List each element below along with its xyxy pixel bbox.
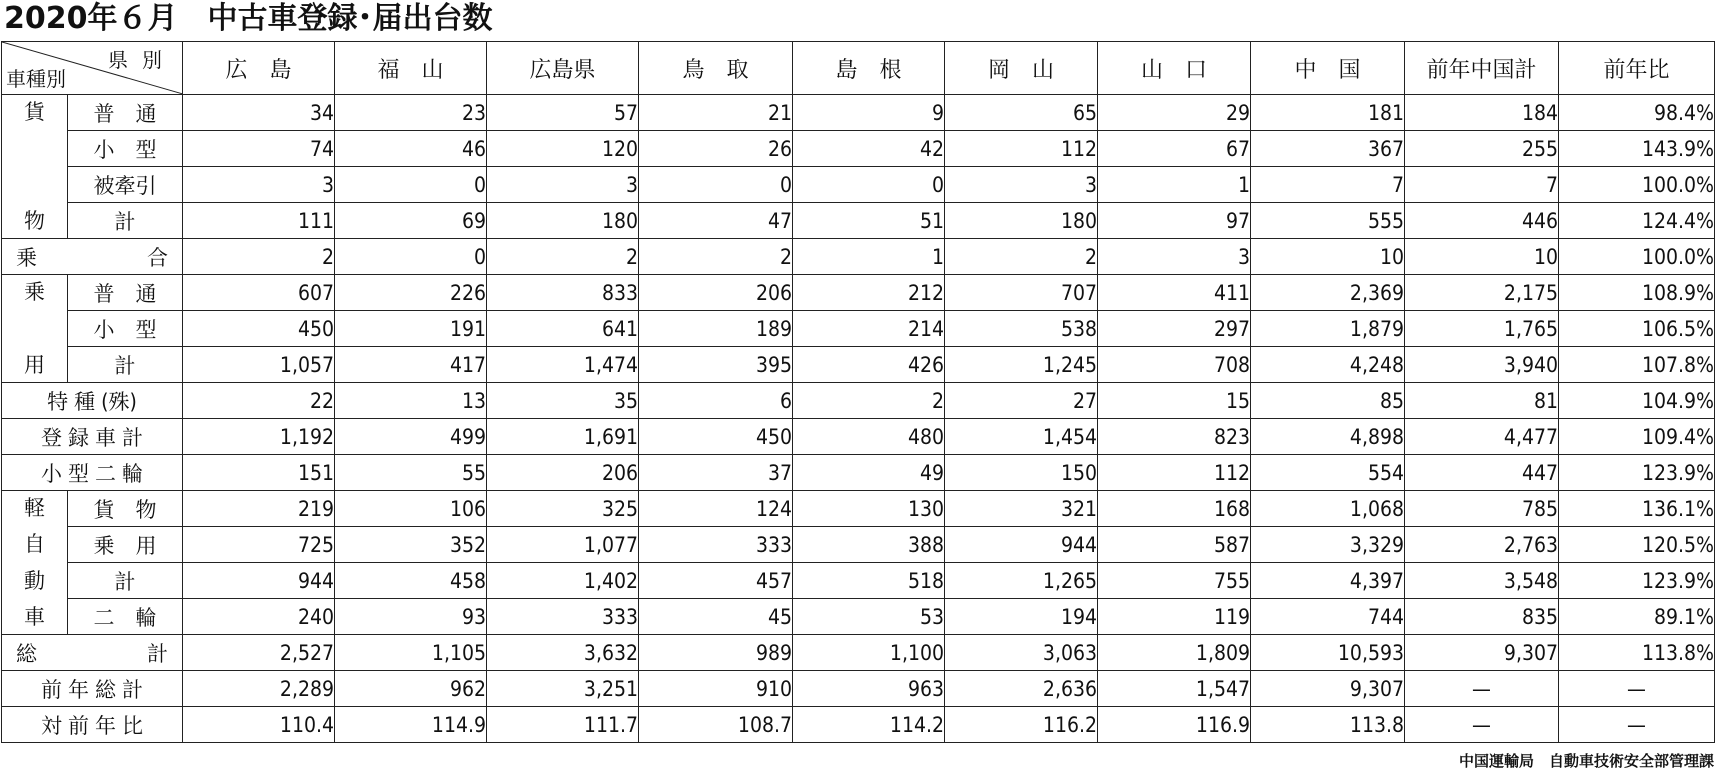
table-cell: 785 xyxy=(1405,491,1559,527)
row-label: 二 輪 xyxy=(68,599,183,635)
table-cell: 100.0% xyxy=(1559,167,1715,203)
table-cell: 2,763 xyxy=(1405,527,1559,563)
table-cell: 29 xyxy=(1098,95,1251,131)
table-cell: 110.4 xyxy=(183,707,335,743)
table-cell: 450 xyxy=(183,311,335,347)
table-cell: 106.5% xyxy=(1559,311,1715,347)
table-cell: 136.1% xyxy=(1559,491,1715,527)
table-cell: 26 xyxy=(639,131,793,167)
table-cell: 112 xyxy=(1098,455,1251,491)
row-label: 貨 物 xyxy=(68,491,183,527)
table-cell: 123.9% xyxy=(1559,455,1715,491)
table-cell: 143.9% xyxy=(1559,131,1715,167)
table-cell: 457 xyxy=(639,563,793,599)
table-cell: 3,329 xyxy=(1251,527,1405,563)
table-cell: 27 xyxy=(945,383,1098,419)
table-cell: 1,265 xyxy=(945,563,1098,599)
table-cell: 910 xyxy=(639,671,793,707)
table-cell: 124 xyxy=(639,491,793,527)
table-cell: 426 xyxy=(793,347,945,383)
table-cell: 120.5% xyxy=(1559,527,1715,563)
table-cell: 113.8 xyxy=(1251,707,1405,743)
table-cell: 111.7 xyxy=(487,707,639,743)
prefecture-axis-label: 県別 xyxy=(108,48,176,72)
table-row xyxy=(2,671,1715,707)
table-cell: 206 xyxy=(487,455,639,491)
table-cell: 93 xyxy=(335,599,487,635)
col-header: 山 口 xyxy=(1098,42,1251,95)
table-cell: 191 xyxy=(335,311,487,347)
row-label: 計 xyxy=(68,203,183,239)
table-cell: 446 xyxy=(1405,203,1559,239)
table-cell: 108.9% xyxy=(1559,275,1715,311)
table-row xyxy=(2,311,1715,347)
table-cell: 333 xyxy=(487,599,639,635)
table-cell: 1,100 xyxy=(793,635,945,671)
table-row xyxy=(2,95,1715,131)
header-row xyxy=(2,42,1715,95)
table-cell: 180 xyxy=(945,203,1098,239)
table-cell: 13 xyxy=(335,383,487,419)
table-cell: 1 xyxy=(793,239,945,275)
table-cell: 226 xyxy=(335,275,487,311)
table-cell: 554 xyxy=(1251,455,1405,491)
table-cell: 641 xyxy=(487,311,639,347)
row-label: 総 計 xyxy=(2,635,183,671)
table-cell: 97 xyxy=(1098,203,1251,239)
table-cell: 3,063 xyxy=(945,635,1098,671)
table-cell: — xyxy=(1405,707,1559,743)
table-cell: 3 xyxy=(487,167,639,203)
table-cell: 219 xyxy=(183,491,335,527)
group-label-passenger: 乗 用 xyxy=(2,275,68,383)
table-cell: 499 xyxy=(335,419,487,455)
table-cell: 2,636 xyxy=(945,671,1098,707)
table-cell: 2 xyxy=(183,239,335,275)
table-cell: 3 xyxy=(1098,239,1251,275)
table-cell: 3 xyxy=(183,167,335,203)
col-header: 広島県 xyxy=(487,42,639,95)
table-cell: 607 xyxy=(183,275,335,311)
table-row xyxy=(2,563,1715,599)
table-row xyxy=(2,527,1715,563)
table-cell: 944 xyxy=(945,527,1098,563)
table-row xyxy=(2,167,1715,203)
table-cell: 333 xyxy=(639,527,793,563)
row-label: 計 xyxy=(68,563,183,599)
row-label: 小 型 xyxy=(68,131,183,167)
table-row xyxy=(2,239,1715,275)
table-cell: 744 xyxy=(1251,599,1405,635)
table-cell: 104.9% xyxy=(1559,383,1715,419)
table-cell: 833 xyxy=(487,275,639,311)
table-cell: 1,245 xyxy=(945,347,1098,383)
col-header: 福 山 xyxy=(335,42,487,95)
table-cell: 6 xyxy=(639,383,793,419)
table-cell: 1,402 xyxy=(487,563,639,599)
table-cell: 480 xyxy=(793,419,945,455)
table-cell: 1,879 xyxy=(1251,311,1405,347)
table-cell: 707 xyxy=(945,275,1098,311)
table-cell: 447 xyxy=(1405,455,1559,491)
table-cell: 989 xyxy=(639,635,793,671)
table-cell: 321 xyxy=(945,491,1098,527)
table-cell: 1,105 xyxy=(335,635,487,671)
table-cell: 4,248 xyxy=(1251,347,1405,383)
table-cell: 109.4% xyxy=(1559,419,1715,455)
row-label: 乗 合 xyxy=(2,239,183,275)
table-cell: 9,307 xyxy=(1251,671,1405,707)
table-cell: 21 xyxy=(639,95,793,131)
table-cell: 15 xyxy=(1098,383,1251,419)
table-cell: 53 xyxy=(793,599,945,635)
table-cell: 51 xyxy=(793,203,945,239)
table-cell: 74 xyxy=(183,131,335,167)
table-cell: 1,192 xyxy=(183,419,335,455)
table-cell: 2,175 xyxy=(1405,275,1559,311)
col-header: 中 国 xyxy=(1251,42,1405,95)
table-cell: 89.1% xyxy=(1559,599,1715,635)
table-cell: 3,940 xyxy=(1405,347,1559,383)
table-cell: 417 xyxy=(335,347,487,383)
table-cell: 108.7 xyxy=(639,707,793,743)
table-cell: 212 xyxy=(793,275,945,311)
table-cell: 1 xyxy=(1098,167,1251,203)
table-cell: 9 xyxy=(793,95,945,131)
table-cell: 0 xyxy=(793,167,945,203)
table-cell: 151 xyxy=(183,455,335,491)
table-cell: 755 xyxy=(1098,563,1251,599)
table-cell: 180 xyxy=(487,203,639,239)
vehicle-type-axis-label: 車種別 xyxy=(6,67,66,91)
table-cell: 1,057 xyxy=(183,347,335,383)
table-cell: 3,548 xyxy=(1405,563,1559,599)
table-cell: 194 xyxy=(945,599,1098,635)
table-cell: — xyxy=(1559,671,1715,707)
table-cell: 106 xyxy=(335,491,487,527)
table-row xyxy=(2,275,1715,311)
table-row xyxy=(2,599,1715,635)
source-credit: 中国運輸局 自動車技術安全部管理課 xyxy=(1458,752,1714,770)
table-cell: 1,077 xyxy=(487,527,639,563)
table-cell: 111 xyxy=(183,203,335,239)
table-cell: 3,251 xyxy=(487,671,639,707)
table-cell: 240 xyxy=(183,599,335,635)
table-cell: 963 xyxy=(793,671,945,707)
row-label: 普 通 xyxy=(68,275,183,311)
table-cell: 0 xyxy=(335,167,487,203)
table-cell: 49 xyxy=(793,455,945,491)
table-cell: 1,691 xyxy=(487,419,639,455)
table-cell: 538 xyxy=(945,311,1098,347)
table-cell: 411 xyxy=(1098,275,1251,311)
table-cell: 0 xyxy=(639,167,793,203)
table-cell: 181 xyxy=(1251,95,1405,131)
table-cell: 7 xyxy=(1251,167,1405,203)
table-row xyxy=(2,383,1715,419)
col-header: 前年比 xyxy=(1559,42,1715,95)
table-cell: 4,898 xyxy=(1251,419,1405,455)
table-cell: 255 xyxy=(1405,131,1559,167)
table-cell: 98.4% xyxy=(1559,95,1715,131)
row-label: 計 xyxy=(68,347,183,383)
table-cell: 10,593 xyxy=(1251,635,1405,671)
table-cell: 708 xyxy=(1098,347,1251,383)
table-cell: 518 xyxy=(793,563,945,599)
table-cell: 367 xyxy=(1251,131,1405,167)
table-cell: 1,547 xyxy=(1098,671,1251,707)
group-label-kei: 軽 自 動 車 xyxy=(2,491,68,635)
col-header: 鳥 取 xyxy=(639,42,793,95)
table-cell: 65 xyxy=(945,95,1098,131)
table-cell: 116.9 xyxy=(1098,707,1251,743)
table-cell: 119 xyxy=(1098,599,1251,635)
table-row xyxy=(2,455,1715,491)
table-row xyxy=(2,419,1715,455)
table-cell: 189 xyxy=(639,311,793,347)
table-cell: — xyxy=(1559,707,1715,743)
table-cell: — xyxy=(1405,671,1559,707)
table-cell: 150 xyxy=(945,455,1098,491)
table-cell: 2,369 xyxy=(1251,275,1405,311)
table-cell: 45 xyxy=(639,599,793,635)
row-label: 対 前 年 比 xyxy=(2,707,183,743)
table-cell: 85 xyxy=(1251,383,1405,419)
table-cell: 55 xyxy=(335,455,487,491)
table-cell: 124.4% xyxy=(1559,203,1715,239)
table-cell: 944 xyxy=(183,563,335,599)
table-cell: 23 xyxy=(335,95,487,131)
table-cell: 120 xyxy=(487,131,639,167)
group-label-freight: 貨 物 xyxy=(2,95,68,239)
table-cell: 22 xyxy=(183,383,335,419)
table-cell: 352 xyxy=(335,527,487,563)
row-label: 被牽引 xyxy=(68,167,183,203)
table-cell: 4,477 xyxy=(1405,419,1559,455)
table-cell: 7 xyxy=(1405,167,1559,203)
table-cell: 42 xyxy=(793,131,945,167)
table-cell: 47 xyxy=(639,203,793,239)
row-label: 小 型 xyxy=(68,311,183,347)
table-row xyxy=(2,203,1715,239)
table-cell: 395 xyxy=(639,347,793,383)
col-header: 島 根 xyxy=(793,42,945,95)
table-cell: 823 xyxy=(1098,419,1251,455)
table-cell: 35 xyxy=(487,383,639,419)
table-row xyxy=(2,635,1715,671)
page-title: 2020年６月 中古車登録･届出台数 xyxy=(4,1,493,36)
table-cell: 962 xyxy=(335,671,487,707)
table-cell: 1,068 xyxy=(1251,491,1405,527)
table-cell: 114.2 xyxy=(793,707,945,743)
row-label: 前 年 総 計 xyxy=(2,671,183,707)
table-cell: 116.2 xyxy=(945,707,1098,743)
table-cell: 67 xyxy=(1098,131,1251,167)
table-cell: 2 xyxy=(487,239,639,275)
row-label: 普 通 xyxy=(68,95,183,131)
table-cell: 388 xyxy=(793,527,945,563)
table-cell: 2,527 xyxy=(183,635,335,671)
table-cell: 34 xyxy=(183,95,335,131)
row-label: 特 種 (殊) xyxy=(2,383,183,419)
table-cell: 1,765 xyxy=(1405,311,1559,347)
table-row xyxy=(2,347,1715,383)
table-cell: 69 xyxy=(335,203,487,239)
table-cell: 587 xyxy=(1098,527,1251,563)
table-cell: 57 xyxy=(487,95,639,131)
table-cell: 1,454 xyxy=(945,419,1098,455)
table-cell: 3 xyxy=(945,167,1098,203)
table-cell: 206 xyxy=(639,275,793,311)
col-header: 広 島 xyxy=(183,42,335,95)
table-cell: 214 xyxy=(793,311,945,347)
table-cell: 114.9 xyxy=(335,707,487,743)
table-cell: 2 xyxy=(945,239,1098,275)
table-row xyxy=(2,131,1715,167)
table-cell: 4,397 xyxy=(1251,563,1405,599)
table-cell: 450 xyxy=(639,419,793,455)
table-cell: 37 xyxy=(639,455,793,491)
table-row xyxy=(2,707,1715,743)
table-cell: 113.8% xyxy=(1559,635,1715,671)
table-cell: 0 xyxy=(335,239,487,275)
corner-header xyxy=(2,42,183,95)
table-cell: 112 xyxy=(945,131,1098,167)
row-label: 登 録 車 計 xyxy=(2,419,183,455)
table-cell: 10 xyxy=(1251,239,1405,275)
registration-table xyxy=(1,41,1715,743)
row-label: 乗 用 xyxy=(68,527,183,563)
table-cell: 2,289 xyxy=(183,671,335,707)
table-row xyxy=(2,491,1715,527)
table-cell: 184 xyxy=(1405,95,1559,131)
table-cell: 2 xyxy=(793,383,945,419)
table-cell: 100.0% xyxy=(1559,239,1715,275)
table-cell: 9,307 xyxy=(1405,635,1559,671)
table-cell: 3,632 xyxy=(487,635,639,671)
table-cell: 325 xyxy=(487,491,639,527)
table-cell: 1,474 xyxy=(487,347,639,383)
table-cell: 81 xyxy=(1405,383,1559,419)
table-cell: 107.8% xyxy=(1559,347,1715,383)
table-cell: 297 xyxy=(1098,311,1251,347)
table-cell: 555 xyxy=(1251,203,1405,239)
table-cell: 2 xyxy=(639,239,793,275)
table-cell: 725 xyxy=(183,527,335,563)
table-cell: 458 xyxy=(335,563,487,599)
row-label: 小 型 二 輪 xyxy=(2,455,183,491)
table-cell: 10 xyxy=(1405,239,1559,275)
table-cell: 130 xyxy=(793,491,945,527)
table-cell: 168 xyxy=(1098,491,1251,527)
col-header: 岡 山 xyxy=(945,42,1098,95)
col-header: 前年中国計 xyxy=(1405,42,1559,95)
table-cell: 46 xyxy=(335,131,487,167)
table-cell: 835 xyxy=(1405,599,1559,635)
table-cell: 1,809 xyxy=(1098,635,1251,671)
table-cell: 123.9% xyxy=(1559,563,1715,599)
